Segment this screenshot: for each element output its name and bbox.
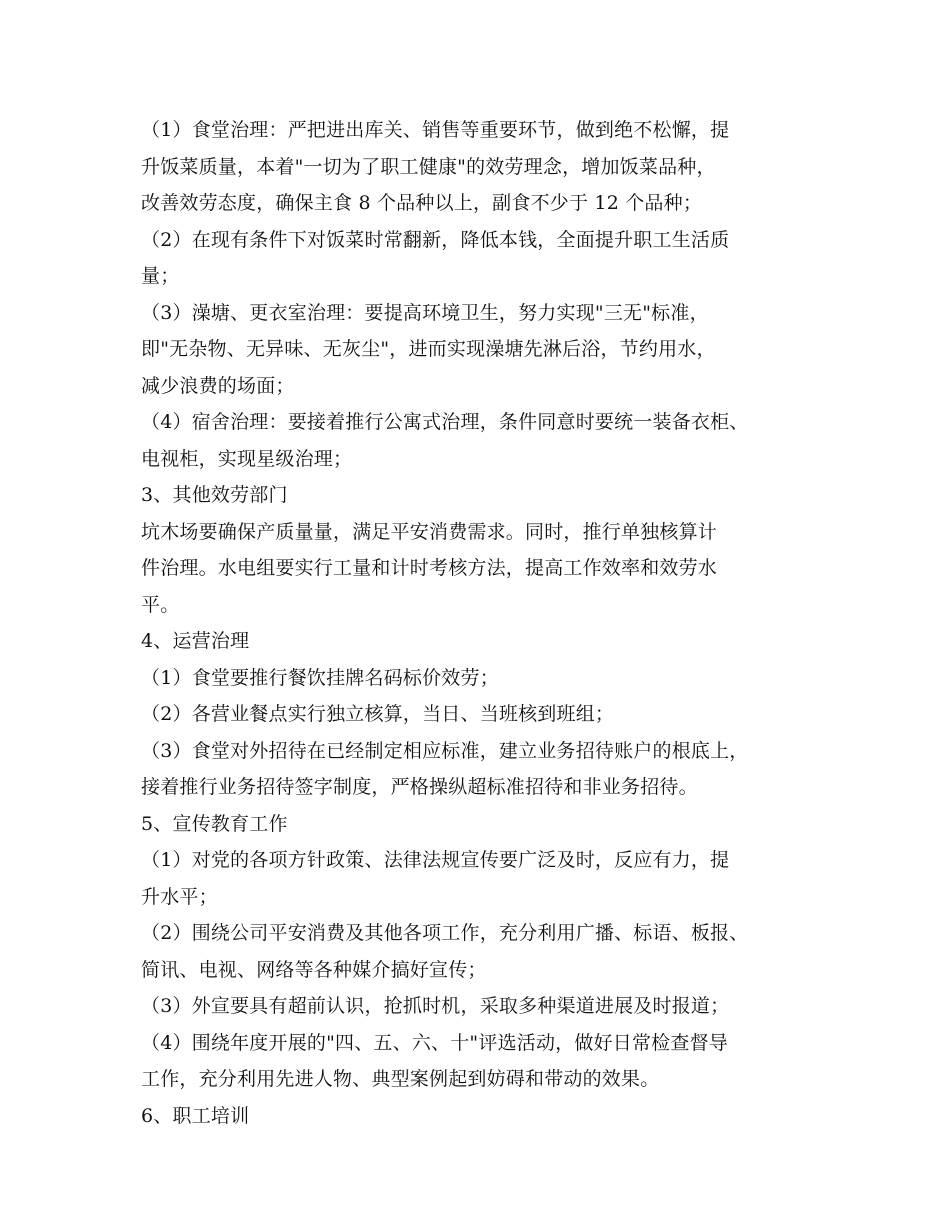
text-line: 简讯、电视、网络等各种媒介搞好宣传； bbox=[141, 958, 487, 981]
text-line: （4）围绕年度开展的"四、五、六、十"评选活动，做好日常检查督导 bbox=[141, 1031, 728, 1054]
text-line: （4）宿舍治理：要接着推行公寓式治理，条件同意时要统一装备衣柜、 bbox=[141, 411, 749, 433]
text-line: 坑木场要确保产质量量，满足平安消费需求。同时，推行单独核算计 bbox=[141, 520, 718, 543]
text-line: 即"无杂物、无异味、无灰尘"，进而实现澡塘先淋后浴，节约用水， bbox=[141, 338, 716, 360]
text-line: （3）澡塘、更衣室治理：要提高环境卫生，努力实现"三无"标准， bbox=[141, 301, 709, 324]
text-line: 平。 bbox=[141, 593, 180, 616]
text-line: （2）在现有条件下对饭菜时常翻新，降低本钱，全面提升职工生活质 bbox=[141, 228, 730, 251]
text-line: 工作，充分利用先进人物、典型案例起到妨碍和带动的效果。 bbox=[141, 1068, 660, 1090]
text-line: 升饭菜质量，本着"一切为了职工健康"的效劳理念，增加饭菜品种， bbox=[141, 155, 716, 178]
text-line: 减少浪费的场面； bbox=[141, 374, 295, 397]
text-line: 电视柜，实现星级治理； bbox=[141, 447, 353, 470]
text-line: 接着推行业务招待签字制度，严格操纵超标准招待和非业务招待。 bbox=[141, 776, 698, 798]
document-body bbox=[141, 112, 831, 1134]
text-line: （3）外宣要具有超前认识，抢抓时机，采取多种渠道进展及时报道； bbox=[141, 995, 730, 1017]
text-line: （1）对党的各项方针政策、法律法规宣传要广泛及时，反应有力，提 bbox=[141, 849, 730, 871]
section-heading: 4、运营治理 bbox=[141, 630, 250, 652]
text-line: 改善效劳态度，确保主食 8 个品种以上，副食不少于 12 个品种； bbox=[141, 192, 703, 214]
text-line: （3）食堂对外招待在已经制定相应标准，建立业务招待账户的根底上， bbox=[141, 739, 749, 762]
text-line: （1）食堂治理：严把进出库关、销售等重要环节，做到绝不松懈，提 bbox=[141, 119, 730, 141]
text-line: 量； bbox=[141, 265, 180, 287]
section-heading: 5、宣传教育工作 bbox=[141, 812, 288, 835]
text-line: （1）食堂要推行餐饮挂牌名码标价效劳； bbox=[141, 666, 499, 689]
section-heading: 3、其他效劳部门 bbox=[141, 484, 288, 506]
text-line: 升水平； bbox=[141, 885, 218, 908]
text-line: （2）各营业餐点实行独立核算，当日、当班核到班组； bbox=[141, 703, 615, 725]
section-heading: 6、职工培训 bbox=[141, 1104, 250, 1127]
text-line: （2）围绕公司平安消费及其他各项工作，充分利用广播、标语、板报、 bbox=[141, 922, 749, 944]
text-line: 件治理。水电组要实行工量和计时考核方法，提高工作效率和效劳水 bbox=[141, 557, 718, 579]
